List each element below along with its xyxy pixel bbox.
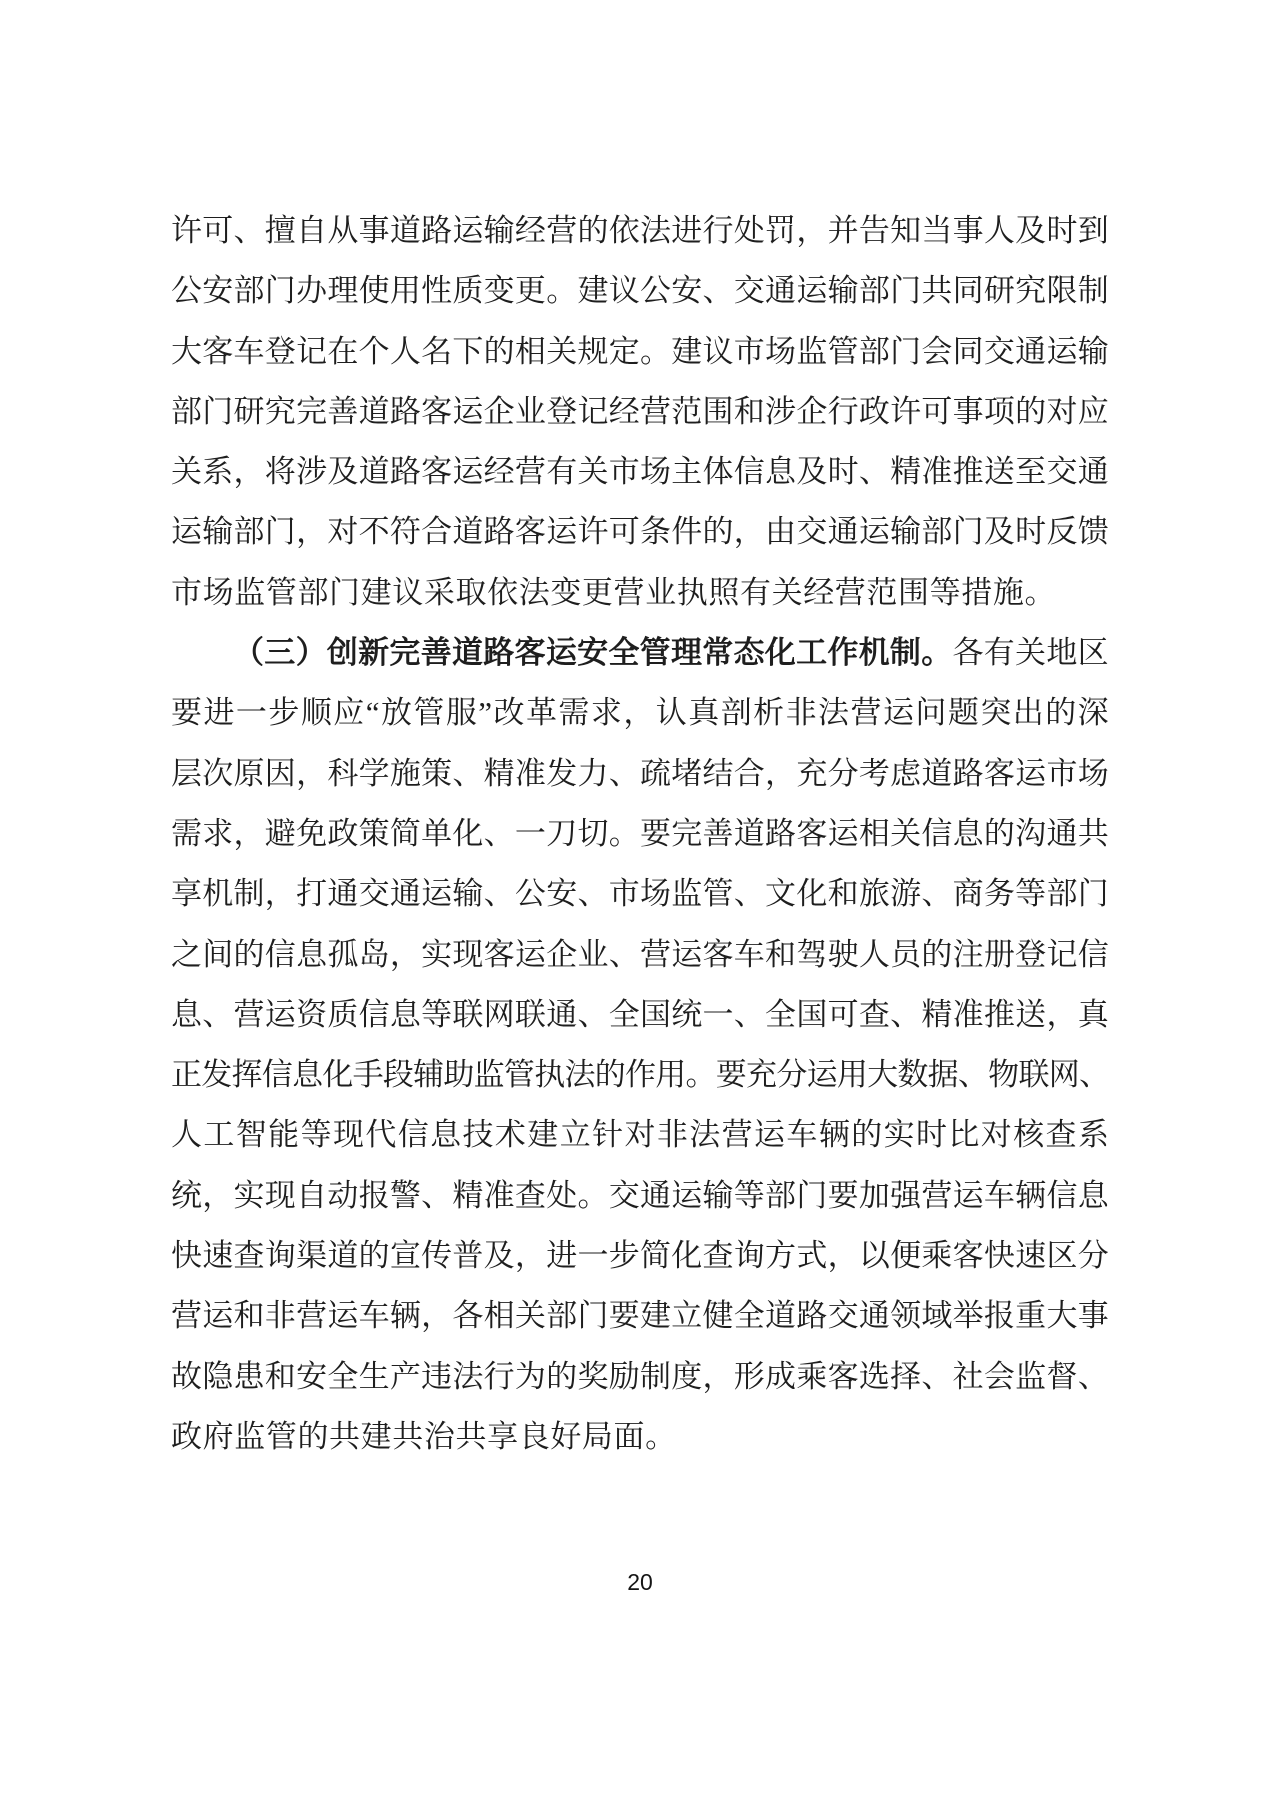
text-line: 享 机 制 ， 打 通 交 通 运 输 、 公 安 、 市 场 监 管 、 文 化 和 旅 游 、 商 务 等 部 门 bbox=[171, 876, 1109, 912]
section-heading-line: （ 三 ） 创 新 完 善 道 路 客 运 安 全 管 理 常 态 化 工 作 机 制 。 各 有 关 地 区 bbox=[233, 635, 1109, 671]
text-line: 要 进 一 步 顺 应 “ 放 管 服 ” 改 革 需 求 ， 认 真 剖 析 非 法 营 运 问 题 突 出 的 深 bbox=[171, 695, 1109, 731]
text-line: 故 隐 患 和 安 全 生 产 违 法 行 为 的 奖 励 制 度 ， 形 成 乘 客 选 择 、 社 会 监 督 、 bbox=[171, 1358, 1109, 1394]
text-line: 统 ， 实 现 自 动 报 警 、 精 准 查 处 。 交 通 运 输 等 部 门 要 加 强 营 运 车 辆 信 息 bbox=[171, 1177, 1109, 1213]
text-line: 需 求 ， 避 免 政 策 简 单 化 、 一 刀 切 。 要 完 善 道 路 客 运 相 关 信 息 的 沟 通 共 bbox=[171, 815, 1109, 851]
text-line: 之 间 的 信 息 孤 岛 ， 实 现 客 运 企 业 、 营 运 客 车 和 驾 驶 人 员 的 注 册 登 记 信 bbox=[171, 936, 1109, 972]
text-line: 关 系 ， 将 涉 及 道 路 客 运 经 营 有 关 市 场 主 体 信 息 及 时 、 精 准 推 送 至 交 通 bbox=[171, 454, 1109, 490]
document-body bbox=[171, 201, 1109, 1467]
text-line: 市场监管部门建议采取依法变更营业执照有关经营范围等措施。 bbox=[171, 574, 1057, 610]
text-line: 许 可 、 擅 自 从 事 道 路 运 输 经 营 的 依 法 进 行 处 罚 ， 并 告 知 当 事 人 及 时 到 bbox=[171, 213, 1109, 248]
page-number: 20 bbox=[627, 1569, 653, 1595]
text-line: 人 工 智 能 等 现 代 信 息 技 术 建 立 针 对 非 法 营 运 车 辆 的 实 时 比 对 核 查 系 bbox=[171, 1117, 1109, 1153]
text-line: 公 安 部 门 办 理 使 用 性 质 变 更 。 建 议 公 安 、 交 通 运 输 部 门 共 同 研 究 限 制 bbox=[171, 273, 1109, 309]
text-line: 大 客 车 登 记 在 个 人 名 下 的 相 关 规 定 。 建 议 市 场 监 管 部 门 会 同 交 通 运 输 bbox=[171, 333, 1109, 369]
text-line: 部 门 研 究 完 善 道 路 客 运 企 业 登 记 经 营 范 围 和 涉 企 行 政 许 可 事 项 的 对 应 bbox=[171, 393, 1109, 429]
text-line: 营 运 和 非 营 运 车 辆 ， 各 相 关 部 门 要 建 立 健 全 道 路 交 通 领 域 举 报 重 大 事 bbox=[171, 1298, 1109, 1334]
text-line: 快 速 查 询 渠 道 的 宣 传 普 及 ， 进 一 步 简 化 查 询 方 式 ， 以 便 乘 客 快 速 区 分 bbox=[171, 1238, 1109, 1274]
text-line: 层 次 原 因 ， 科 学 施 策 、 精 准 发 力 、 疏 堵 结 合 ， 充 分 考 虑 道 路 客 运 市 场 bbox=[171, 755, 1109, 791]
text-line: 运 输 部 门 ， 对 不 符 合 道 路 客 运 许 可 条 件 的 ， 由 交 通 运 输 部 门 及 时 反 馈 bbox=[171, 514, 1109, 550]
text-line: 正 发 挥 信 息 化 手 段 辅 助 监 管 执 法 的 作 用 。 要 充 分 运 用 大 数 据 、 物 联 网 、 bbox=[171, 1057, 1110, 1093]
text-line: 政府监管的共建共治共享良好局面。 bbox=[171, 1418, 677, 1454]
text-line: 息 、 营 运 资 质 信 息 等 联 网 联 通 、 全 国 统 一 、 全 国 可 查 、 精 准 推 送 ， 真 bbox=[171, 996, 1109, 1032]
